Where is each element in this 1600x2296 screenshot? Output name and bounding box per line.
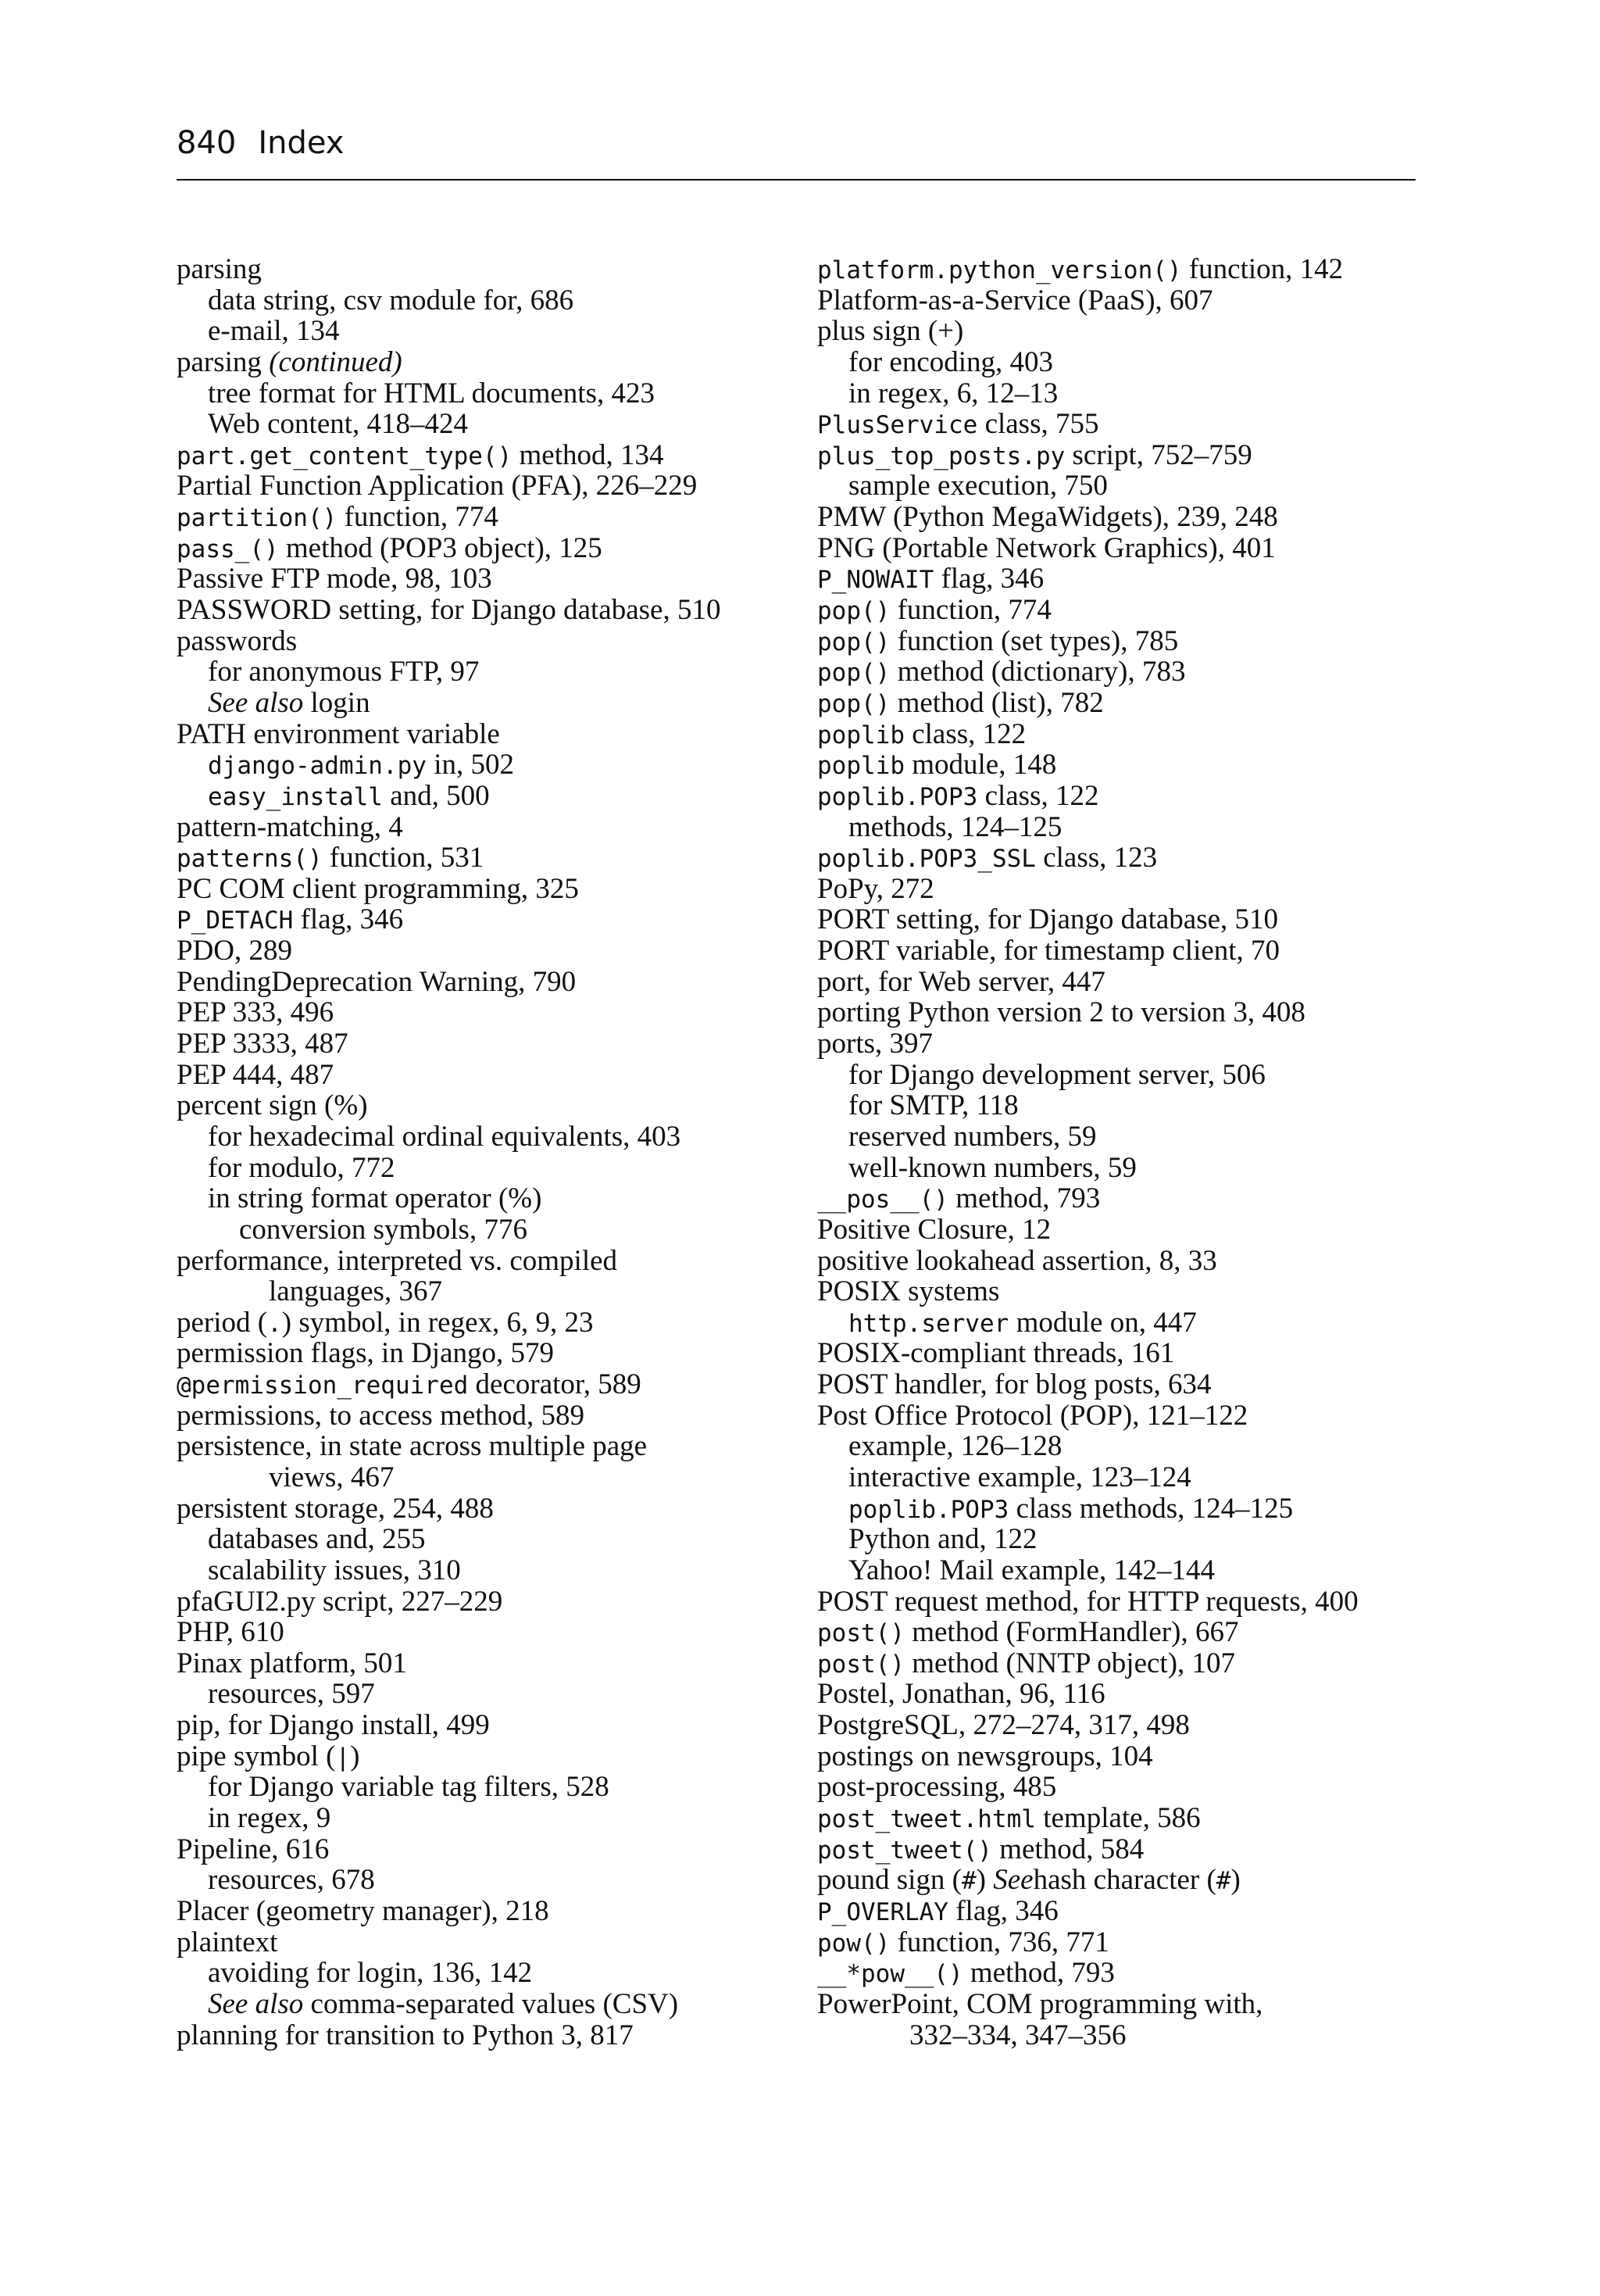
entry-text: template, 586 — [1035, 1802, 1201, 1835]
index-entry — [817, 1772, 1458, 1803]
index-subentry — [177, 1524, 817, 1555]
code-term: platform.python_version() — [817, 256, 1182, 284]
index-entry — [817, 1338, 1458, 1369]
index-entry — [817, 904, 1458, 935]
entry-text: for hexadecimal ordinal equivalents, 403 — [208, 1120, 681, 1153]
entry-text: function, 531 — [322, 842, 484, 874]
entry-text: Pinax platform, 501 — [177, 1647, 407, 1679]
entry-text: ) — [1230, 1864, 1241, 1897]
index-entry — [177, 347, 817, 378]
index-entry — [177, 1493, 817, 1525]
index-entry — [817, 749, 1458, 781]
entry-text: interactive example, 123–124 — [848, 1461, 1191, 1493]
index-entry — [817, 502, 1458, 533]
index-entry — [817, 842, 1458, 874]
entry-text: period ( — [177, 1306, 268, 1339]
index-entry — [177, 626, 817, 657]
entry-text: Placer (geometry manager), 218 — [177, 1894, 549, 1927]
entry-text: passwords — [177, 624, 298, 657]
entry-text: postings on newsgroups, 104 — [817, 1740, 1153, 1772]
entry-text: avoiding for login, 136, 142 — [208, 1957, 533, 1990]
index-entry — [177, 812, 817, 843]
index-subentry — [177, 409, 817, 440]
entry-text: Postel, Jonathan, 96, 116 — [817, 1678, 1105, 1711]
index-entry — [817, 997, 1458, 1028]
entry-text: resources, 678 — [208, 1864, 375, 1897]
entry-text: PendingDeprecation Warning, 790 — [177, 965, 577, 998]
code-term: poplib.POP3 — [848, 1495, 1009, 1524]
index-subentry — [177, 1679, 817, 1710]
entry-text: for Django variable tag filters, 528 — [208, 1771, 609, 1804]
entry-text: class, 122 — [904, 717, 1027, 750]
code-term: pop() — [817, 659, 891, 688]
page-number: 840 — [177, 125, 237, 161]
entry-text: PEP 444, 487 — [177, 1058, 334, 1091]
entry-text: flag, 346 — [293, 903, 404, 936]
code-term: P_OVERLAY — [817, 1897, 948, 1926]
index-column-right — [817, 254, 1458, 2051]
index-entry — [177, 1028, 817, 1060]
index-entry — [817, 1028, 1458, 1060]
entry-text: flag, 346 — [934, 563, 1045, 595]
index-entry — [817, 1648, 1458, 1679]
index-subentry — [817, 1090, 1458, 1121]
index-subentry — [177, 1214, 817, 1246]
code-term: post() — [817, 1650, 905, 1679]
entry-text: Positive Closure, 12 — [817, 1213, 1052, 1246]
index-entry — [177, 1060, 817, 1091]
entry-text: method (POP3 object), 125 — [278, 531, 602, 564]
index-entry — [817, 1400, 1458, 1432]
index-entry — [177, 967, 817, 998]
index-entry — [817, 1834, 1458, 1865]
index-entry — [177, 470, 817, 502]
index-subentry — [177, 1555, 817, 1586]
entry-text: PASSWORD setting, for Django database, 510 — [177, 594, 721, 627]
entry-text: in regex, 6, 12–13 — [848, 377, 1059, 409]
entry-text: for anonymous FTP, 97 — [208, 656, 480, 688]
entry-text: post-processing, 485 — [817, 1771, 1057, 1804]
entry-text: POST request method, for HTTP requests, 400 — [817, 1585, 1359, 1618]
entry-text: scalability issues, 310 — [208, 1554, 461, 1586]
entry-text: function, 774 — [890, 594, 1052, 627]
index-entry — [177, 1431, 817, 1462]
entry-text: class methods, 124–125 — [1009, 1492, 1294, 1525]
index-entry — [177, 440, 817, 471]
index-subentry — [177, 1958, 817, 1989]
index-entry — [177, 1369, 817, 1400]
index-subentry — [817, 1307, 1458, 1339]
index-entry — [177, 1400, 817, 1432]
index-entry — [177, 1834, 817, 1865]
index-subentry — [817, 378, 1458, 409]
entry-text: for Django development server, 506 — [848, 1058, 1266, 1091]
index-subentry — [177, 1772, 817, 1803]
entry-text: Pipeline, 616 — [177, 1833, 330, 1865]
entry-text: Passive FTP mode, 98, 103 — [177, 563, 492, 595]
entry-text: class, 755 — [977, 408, 1099, 441]
entry-text: tree format for HTML documents, 423 — [208, 377, 655, 409]
entry-text: Platform-as-a-Service (PaaS), 607 — [817, 284, 1213, 317]
index-entry — [177, 1927, 817, 1958]
entry-text: PATH environment variable — [177, 717, 500, 750]
entry-text: views, 467 — [269, 1461, 395, 1493]
entry-text: persistence, in state across multiple page — [177, 1430, 648, 1463]
code-term: | — [335, 1743, 351, 1772]
entry-text: data string, csv module for, 686 — [208, 284, 574, 317]
entry-text: porting Python version 2 to version 3, 408 — [817, 996, 1305, 1029]
index-entry — [177, 1586, 817, 1618]
entry-text: well-known numbers, 59 — [848, 1151, 1137, 1184]
italic-text: See also — [208, 686, 304, 719]
code-term: patterns() — [177, 845, 323, 874]
index-subentry — [177, 378, 817, 409]
index-entry-continuation — [817, 2020, 1458, 2051]
code-term: @permission_required — [177, 1372, 469, 1400]
index-entry — [177, 1710, 817, 1741]
entry-text: PMW (Python MegaWidgets), 239, 248 — [817, 501, 1278, 534]
index-entry — [177, 935, 817, 967]
index-entry — [177, 1648, 817, 1679]
index-entry — [817, 285, 1458, 317]
entry-text: Web content, 418–424 — [208, 408, 469, 441]
entry-text: Post Office Protocol (POP), 121–122 — [817, 1399, 1248, 1432]
code-term: post() — [817, 1619, 905, 1648]
header-rule — [177, 179, 1416, 181]
entry-text: method (list), 782 — [890, 686, 1104, 719]
index-entry — [817, 1276, 1458, 1307]
entry-text: positive lookahead assertion, 8, 33 — [817, 1244, 1217, 1277]
index-entry — [177, 1307, 817, 1339]
entry-text: in regex, 9 — [208, 1802, 331, 1835]
entry-text: PORT variable, for timestamp client, 70 — [817, 935, 1280, 967]
index-entry — [817, 595, 1458, 626]
index-entry — [177, 1338, 817, 1369]
entry-text: plaintext — [177, 1926, 278, 1958]
index-subentry — [177, 781, 817, 812]
index-entry — [817, 440, 1458, 471]
index-entry — [817, 1586, 1458, 1618]
entry-text: conversion symbols, 776 — [239, 1213, 527, 1246]
entry-text: ) — [350, 1740, 360, 1772]
entry-text: function, 774 — [337, 501, 498, 534]
index-entry — [817, 626, 1458, 657]
code-term: part.get_content_type() — [177, 442, 512, 470]
entry-text: reserved numbers, 59 — [848, 1120, 1097, 1153]
index-subentry — [177, 285, 817, 317]
entry-text: pip, for Django install, 499 — [177, 1709, 490, 1742]
entry-text: PC COM client programming, 325 — [177, 872, 579, 905]
index-subentry — [817, 347, 1458, 378]
entry-text: PDO, 289 — [177, 935, 293, 967]
index-subentry — [177, 1865, 817, 1896]
index-entry — [817, 781, 1458, 812]
entry-text: pound sign ( — [817, 1864, 962, 1897]
entry-text: databases and, 255 — [208, 1523, 426, 1556]
entry-text: class, 123 — [1035, 842, 1158, 874]
entry-text: PEP 333, 496 — [177, 996, 334, 1029]
entry-text: languages, 367 — [269, 1275, 442, 1308]
index-entry — [817, 1183, 1458, 1214]
entry-text: PHP, 610 — [177, 1616, 284, 1649]
entry-text: planning for transition to Python 3, 817 — [177, 2019, 634, 2051]
index-entry — [177, 1617, 817, 1648]
index-entry — [177, 719, 817, 750]
index-entry — [817, 409, 1458, 440]
entry-text: PowerPoint, COM programming with, — [817, 1987, 1263, 2020]
index-entry — [817, 719, 1458, 750]
code-term: poplib — [817, 752, 905, 781]
entry-text: pfaGUI2.py script, 227–229 — [177, 1585, 503, 1618]
entry-text: permission flags, in Django, 579 — [177, 1337, 555, 1370]
code-term: __pos__() — [817, 1186, 948, 1214]
code-term: __*pow__() — [817, 1960, 963, 1989]
entry-text: method, 134 — [512, 438, 664, 471]
code-term: PlusService — [817, 411, 978, 440]
entry-text: PEP 3333, 487 — [177, 1028, 348, 1060]
entry-text: pattern-matching, 4 — [177, 810, 403, 843]
code-term: post_tweet.html — [817, 1805, 1036, 1834]
code-term: . — [267, 1309, 282, 1338]
entry-text: ports, 397 — [817, 1028, 933, 1060]
index-entry — [177, 997, 817, 1028]
index-entry — [817, 1989, 1458, 2020]
index-entry — [177, 904, 817, 935]
index-entry — [177, 254, 817, 285]
entry-text: port, for Web server, 447 — [817, 965, 1105, 998]
entry-text: ) symbol, in regex, 6, 9, 23 — [281, 1306, 594, 1339]
code-term: # — [1216, 1867, 1231, 1896]
entry-text: resources, 597 — [208, 1678, 375, 1711]
entry-text: in string format operator (%) — [208, 1182, 542, 1215]
page-title: Index — [258, 125, 345, 161]
index-entry — [817, 1865, 1458, 1896]
entry-text: POSIX-compliant threads, 161 — [817, 1337, 1175, 1370]
index-entry — [817, 1214, 1458, 1246]
index-entry — [177, 1741, 817, 1772]
entry-text: PORT setting, for Django database, 510 — [817, 903, 1279, 936]
index-entry-continuation — [177, 1276, 817, 1307]
index-entry — [817, 1369, 1458, 1400]
entry-text: parsing — [177, 345, 270, 378]
entry-text: method, 793 — [962, 1957, 1115, 1990]
entry-text: for modulo, 772 — [208, 1151, 395, 1184]
index-entry — [817, 1679, 1458, 1710]
index-entry — [177, 842, 817, 874]
index-subentry — [817, 1060, 1458, 1091]
code-term: poplib — [817, 721, 905, 749]
index-entry — [817, 533, 1458, 564]
code-term: P_NOWAIT — [817, 566, 934, 595]
code-term: pop() — [817, 628, 891, 656]
index-entry — [177, 533, 817, 564]
index-subentry — [177, 1803, 817, 1834]
running-header — [177, 125, 1416, 180]
code-term: partition() — [177, 504, 338, 533]
index-entry — [817, 1896, 1458, 1927]
entry-text: permissions, to access method, 589 — [177, 1399, 585, 1432]
entry-text: PNG (Portable Network Graphics), 401 — [817, 531, 1276, 564]
entry-text: parsing — [177, 253, 262, 285]
index-subentry — [177, 688, 817, 719]
code-term: easy_install — [208, 782, 383, 811]
entry-text: for encoding, 403 — [848, 345, 1054, 378]
index-entry — [817, 656, 1458, 688]
index-entry — [817, 1246, 1458, 1277]
index-entry — [817, 1803, 1458, 1834]
entry-text: for SMTP, 118 — [848, 1089, 1019, 1122]
entry-text: decorator, 589 — [468, 1368, 641, 1401]
index-subentry — [817, 1121, 1458, 1153]
entry-text: 332–334, 347–356 — [909, 2019, 1127, 2051]
code-term: # — [962, 1867, 977, 1896]
index-entry — [177, 563, 817, 595]
entry-text: plus sign (+) — [817, 315, 964, 348]
index-subentry — [817, 1555, 1458, 1586]
index-entry — [817, 935, 1458, 967]
entry-text: function, 142 — [1181, 253, 1344, 285]
entry-text: function (set types), 785 — [890, 624, 1179, 657]
index-subentry — [177, 1183, 817, 1214]
entry-text: method (FormHandler), 667 — [904, 1616, 1239, 1649]
index-entry — [177, 502, 817, 533]
index-subentry — [177, 1121, 817, 1153]
code-term: pow() — [817, 1929, 891, 1958]
index-subentry — [177, 1153, 817, 1184]
entry-text: flag, 346 — [948, 1894, 1059, 1927]
entry-text: performance, interpreted vs. compiled — [177, 1244, 618, 1277]
entry-text: hash character ( — [1033, 1864, 1216, 1897]
entry-text: login — [303, 686, 370, 719]
entry-text: module on, 447 — [1009, 1306, 1197, 1339]
code-term: django-admin.py — [208, 752, 427, 781]
index-entry — [817, 316, 1458, 347]
index-entry — [817, 1617, 1458, 1648]
code-term: pass_() — [177, 535, 279, 563]
entry-text: percent sign (%) — [177, 1089, 368, 1122]
entry-text: ) — [976, 1864, 994, 1897]
entry-text: Partial Function Application (PFA), 226–229 — [177, 470, 698, 502]
entry-text: method, 584 — [991, 1833, 1145, 1865]
code-term: post_tweet() — [817, 1836, 992, 1865]
index-subentry — [817, 1462, 1458, 1493]
index-entry — [817, 874, 1458, 905]
entry-text: script, 752–759 — [1065, 438, 1252, 471]
index-entry — [817, 1710, 1458, 1741]
index-entry — [817, 1927, 1458, 1958]
index-subentry — [817, 1524, 1458, 1555]
index-entry — [817, 563, 1458, 595]
entry-text: function, 736, 771 — [890, 1926, 1109, 1958]
index-entry — [177, 1090, 817, 1121]
entry-text: example, 126–128 — [848, 1430, 1062, 1463]
code-term: poplib.POP3_SSL — [817, 845, 1036, 874]
index-entry — [177, 1246, 817, 1277]
italic-text: (continued) — [269, 345, 402, 378]
code-term: http.server — [848, 1309, 1009, 1338]
index-entry — [177, 874, 817, 905]
index-entry-continuation — [177, 1462, 817, 1493]
entry-text: PoPy, 272 — [817, 872, 934, 905]
entry-text: methods, 124–125 — [848, 810, 1062, 843]
index-subentry — [177, 316, 817, 347]
italic-text: See — [993, 1864, 1034, 1897]
index-subentry — [817, 1153, 1458, 1184]
index-subentry — [817, 1493, 1458, 1525]
entry-text: comma-separated values (CSV) — [303, 1987, 679, 2020]
index-column-left — [177, 254, 817, 2051]
index-subentry — [177, 749, 817, 781]
index-subentry — [817, 470, 1458, 502]
entry-text: module, 148 — [904, 749, 1057, 781]
index-entry — [817, 254, 1458, 285]
italic-text: See also — [208, 1987, 304, 2020]
entry-text: persistent storage, 254, 488 — [177, 1492, 494, 1525]
entry-text: sample execution, 750 — [848, 470, 1108, 502]
code-term: pop() — [817, 597, 891, 626]
entry-text: method (NNTP object), 107 — [904, 1647, 1236, 1679]
index-entry — [177, 1896, 817, 1927]
entry-text: POSIX systems — [817, 1275, 1000, 1308]
index-subentry — [177, 1989, 817, 2020]
index-entry — [177, 2020, 817, 2051]
code-term: plus_top_posts.py — [817, 442, 1066, 470]
entry-text: and, 500 — [382, 779, 490, 812]
entry-text: pipe symbol ( — [177, 1740, 336, 1772]
index-entry — [817, 688, 1458, 719]
entry-text: e-mail, 134 — [208, 315, 340, 348]
index-entry — [817, 967, 1458, 998]
entry-text: class, 122 — [977, 779, 1099, 812]
entry-text: method (dictionary), 783 — [890, 656, 1186, 688]
index-subentry — [177, 656, 817, 688]
entry-text: in, 502 — [426, 749, 514, 781]
code-term: P_DETACH — [177, 907, 294, 935]
entry-text: method, 793 — [948, 1182, 1101, 1215]
code-term: poplib.POP3 — [817, 782, 978, 811]
entry-text: PostgreSQL, 272–274, 317, 498 — [817, 1709, 1190, 1742]
code-term: pop() — [817, 689, 891, 718]
index-entry — [817, 1958, 1458, 1989]
index-entry — [177, 595, 817, 626]
index-entry — [817, 1741, 1458, 1772]
index-subentry — [817, 812, 1458, 843]
index-subentry — [817, 1431, 1458, 1462]
entry-text: POST handler, for blog posts, 634 — [817, 1368, 1212, 1401]
entry-text: Python and, 122 — [848, 1523, 1038, 1556]
entry-text: Yahoo! Mail example, 142–144 — [848, 1554, 1215, 1586]
